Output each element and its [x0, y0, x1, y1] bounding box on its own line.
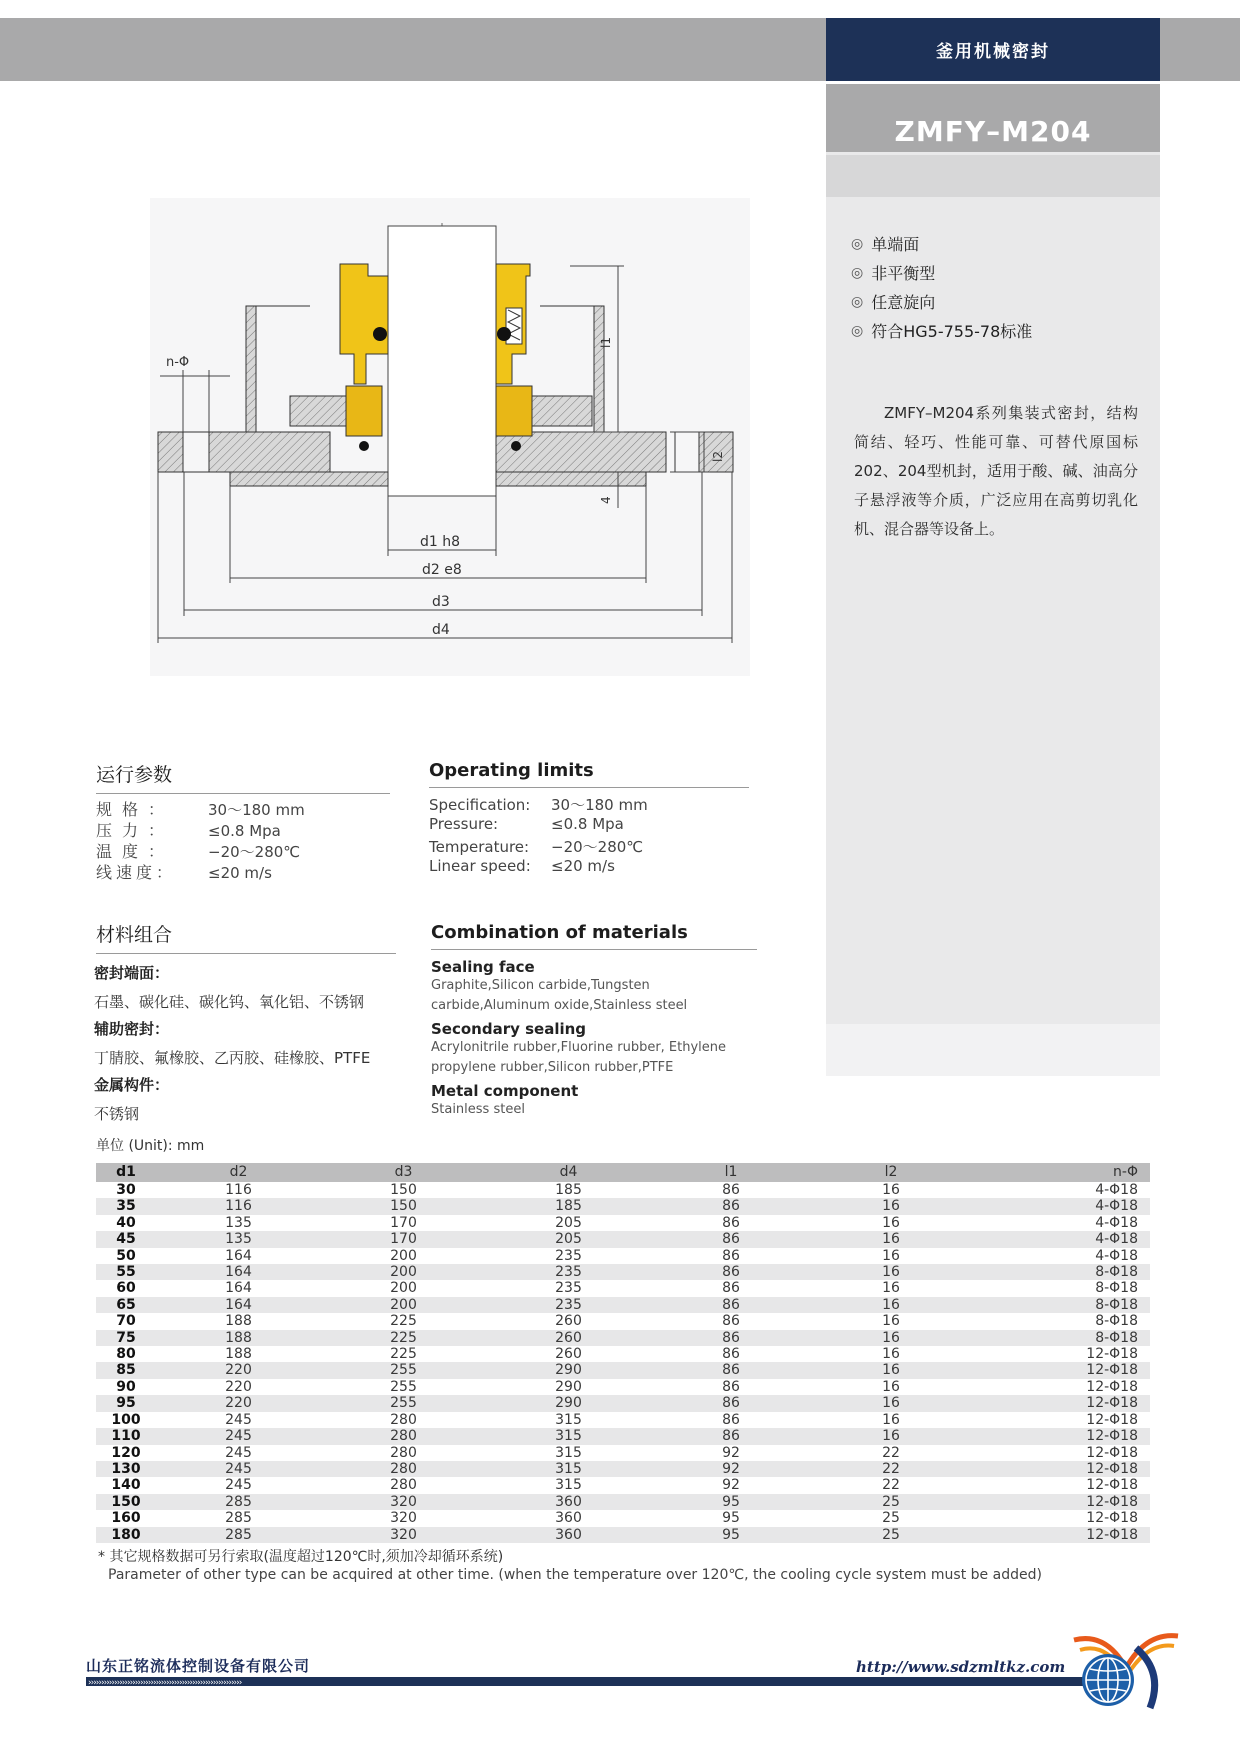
table-cell: 16	[811, 1264, 971, 1280]
table-cell: 86	[651, 1264, 811, 1280]
table-cell: 12-Φ18	[971, 1362, 1150, 1378]
table-cell: 164	[225, 1280, 252, 1297]
table-cell: 285	[156, 1494, 321, 1510]
column-header: d4	[486, 1163, 651, 1182]
material-label: 金属构件：	[94, 1076, 170, 1094]
table-row	[96, 1198, 1150, 1214]
table-cell: 30	[116, 1182, 136, 1198]
table-cell: 86	[722, 1411, 740, 1428]
table-cell: 260	[555, 1346, 582, 1363]
table-row	[96, 1527, 1150, 1543]
table-cell: 188	[225, 1313, 252, 1330]
table-row	[96, 1477, 1150, 1493]
table-cell: 225	[390, 1313, 417, 1330]
table-cell: 86	[722, 1214, 740, 1231]
table-cell: 22	[882, 1477, 900, 1494]
table-cell: 255	[321, 1362, 486, 1378]
unit-label: 单位 (Unit): mm	[96, 1138, 205, 1154]
table-cell: 12-Φ18	[1086, 1510, 1138, 1527]
table-cell: 86	[722, 1346, 740, 1363]
column-header: d3	[321, 1163, 486, 1182]
table-cell: 86	[651, 1362, 811, 1378]
table-cell: 4-Φ18	[971, 1198, 1150, 1214]
material-value: 石墨、碳化硅、碳化钨、氧化铝、不锈钢	[94, 993, 365, 1011]
table-cell: 86	[722, 1313, 740, 1330]
table-cell: 140	[111, 1477, 141, 1494]
circle-bullet-icon: ◎	[851, 323, 864, 339]
table-cell: 200	[321, 1264, 486, 1280]
table-cell: 235	[486, 1264, 651, 1280]
table-cell: 225	[321, 1330, 486, 1346]
table-cell: 220	[156, 1395, 321, 1411]
param-row-cn: 规格： 30～180 mm	[96, 800, 305, 819]
dim-label-d1: d1 h8	[420, 534, 461, 550]
table-cell: 160	[111, 1510, 141, 1527]
table-cell: 185	[486, 1198, 651, 1214]
table-cell: 86	[722, 1182, 740, 1198]
table-cell: 245	[225, 1477, 252, 1494]
table-cell: 180	[96, 1527, 156, 1543]
table-row	[96, 1362, 1150, 1378]
feature-item: ◎ 单端面	[851, 230, 1032, 259]
table-cell: 360	[555, 1510, 582, 1527]
feature-item: ◎ 符合HG5-755-78标准	[851, 317, 1032, 346]
table-cell: 285	[225, 1510, 252, 1527]
table-cell: 245	[225, 1411, 252, 1428]
param-row-en: Pressure: ≤0.8 Mpa	[429, 815, 624, 833]
table-cell: 245	[225, 1444, 252, 1461]
table-cell: 100	[111, 1411, 141, 1428]
dim-label-d4: d4	[432, 622, 450, 638]
table-row	[96, 1428, 1150, 1444]
table-cell: 55	[96, 1264, 156, 1280]
table-row	[96, 1412, 1150, 1428]
table-cell: 16	[882, 1182, 900, 1198]
table-cell: 170	[321, 1231, 486, 1247]
table-cell: 130	[96, 1461, 156, 1477]
note-cn: * 其它规格数据可另行索取(温度超过120℃时,须加冷却循环系统)	[98, 1549, 504, 1565]
table-row	[96, 1494, 1150, 1510]
table-cell: 260	[555, 1313, 582, 1330]
table-cell: 35	[96, 1198, 156, 1214]
table-row	[96, 1248, 1150, 1264]
table-cell: 86	[651, 1297, 811, 1313]
table-cell: 50	[116, 1247, 136, 1264]
material-label: 辅助密封：	[94, 1020, 170, 1038]
website-link[interactable]: http://www.sdzmltkz.com	[856, 1658, 1066, 1676]
param-row-en: Linear speed: ≤20 m/s	[429, 857, 615, 875]
dim-label-l2: l2	[711, 451, 725, 462]
company-logo-icon	[1066, 1628, 1186, 1712]
table-cell: 86	[651, 1231, 811, 1247]
table-row	[96, 1461, 1150, 1477]
column-header: l1	[651, 1163, 811, 1182]
table-cell: 12-Φ18	[1086, 1444, 1138, 1461]
seal-left-upper	[340, 264, 388, 384]
table-cell: 90	[116, 1378, 136, 1395]
table-row	[96, 1313, 1150, 1329]
table-cell: 12-Φ18	[971, 1461, 1150, 1477]
table-cell: 205	[486, 1231, 651, 1247]
table-cell: 16	[811, 1231, 971, 1247]
table-cell: 255	[321, 1395, 486, 1411]
material-value: 不锈钢	[94, 1105, 140, 1123]
materials-title-cn: 材料组合	[96, 920, 396, 954]
table-cell: 164	[156, 1297, 321, 1313]
table-cell: 188	[156, 1330, 321, 1346]
footer-rule	[86, 1677, 1086, 1686]
dim-label-l1: l1	[599, 337, 613, 348]
material-label: 密封端面：	[94, 964, 170, 982]
material-label: Sealing face	[431, 958, 535, 976]
material-value: Graphite,Silicon carbide,Tungsten carbide,Aluminum oxide,Stainless steel	[431, 978, 688, 1013]
table-row	[96, 1231, 1150, 1247]
technical-drawing	[150, 198, 750, 676]
table-cell: 315	[555, 1477, 582, 1494]
circle-bullet-icon: ◎	[851, 294, 864, 310]
table-cell: 8-Φ18	[971, 1264, 1150, 1280]
param-row-cn: 线速度： ≤20 m/s	[96, 863, 272, 882]
table-cell: 320	[321, 1527, 486, 1543]
oring-right-upper	[497, 327, 511, 341]
seal-left-face	[346, 386, 382, 436]
table-cell: 75	[96, 1330, 156, 1346]
table-cell: 164	[225, 1247, 252, 1264]
table-cell: 95	[651, 1527, 811, 1543]
feature-item: ◎ 任意旋向	[851, 288, 1032, 317]
table-cell: 95	[722, 1510, 740, 1527]
table-row	[96, 1510, 1150, 1526]
table-cell: 86	[722, 1378, 740, 1395]
param-row-cn: 温度： −20～280℃	[96, 842, 301, 861]
table-cell: 16	[882, 1411, 900, 1428]
operating-title-en: Operating limits	[429, 760, 749, 788]
material-value: 丁腈胶、氟橡胶、乙丙胶、硅橡胶、PTFE	[94, 1049, 371, 1067]
table-cell: 16	[811, 1330, 971, 1346]
table-cell: 200	[390, 1247, 417, 1264]
table-cell: 60	[116, 1280, 136, 1297]
table-cell: 205	[555, 1214, 582, 1231]
svg-text:››››››››››››››››››››››››››››››: ›››››››››››››››››››››››››››››››››››››››››››››››››››››››››››	[88, 1678, 242, 1686]
category-title: 釜用机械密封	[826, 18, 1160, 81]
oring-left-lower	[359, 441, 369, 451]
product-description: ZMFY–M204系列集装式密封，结构简结、轻巧、性能可靠、可替代原国标202、204型机封，适用于酸、碱、油高分子悬浮液等介质，广泛应用在高剪切乳化机、混合器等设备上。	[854, 404, 1138, 538]
table-cell: 12-Φ18	[971, 1494, 1150, 1510]
table-cell: 290	[555, 1378, 582, 1395]
model-subbar	[826, 155, 1160, 197]
column-header: n-Φ	[971, 1163, 1150, 1182]
model-title: ZMFY–M204	[826, 84, 1160, 152]
table-cell: 290	[486, 1362, 651, 1378]
table-cell: 16	[811, 1395, 971, 1411]
table-cell: 65	[96, 1297, 156, 1313]
table-cell: 12-Φ18	[1086, 1346, 1138, 1363]
table-cell: 220	[156, 1362, 321, 1378]
table-cell: 16	[882, 1313, 900, 1330]
table-cell: 16	[882, 1214, 900, 1231]
oring-right-lower	[511, 441, 521, 451]
table-cell: 12-Φ18	[971, 1395, 1150, 1411]
table-cell: 86	[651, 1428, 811, 1444]
table-cell: 86	[651, 1198, 811, 1214]
table-cell: 280	[321, 1428, 486, 1444]
dim-label-gap: 4	[599, 496, 613, 504]
table-cell: 280	[390, 1477, 417, 1494]
table-cell: 280	[390, 1444, 417, 1461]
table-cell: 135	[156, 1231, 321, 1247]
table-cell: 200	[321, 1297, 486, 1313]
table-cell: 164	[156, 1264, 321, 1280]
table-cell: 22	[811, 1461, 971, 1477]
table-cell: 285	[156, 1527, 321, 1543]
dim-label-n-phi: n-Φ	[166, 355, 190, 370]
table-row	[96, 1395, 1150, 1411]
table-cell: 185	[555, 1182, 582, 1198]
param-row-en: Temperature: −20～280℃	[429, 838, 644, 856]
material-label: Metal component	[431, 1082, 579, 1100]
table-cell: 25	[811, 1494, 971, 1510]
param-row-en: Specification: 30～180 mm	[429, 796, 648, 814]
table-cell: 16	[882, 1378, 900, 1395]
materials-title-en: Combination of materials	[431, 922, 757, 950]
table-cell: 12-Φ18	[971, 1428, 1150, 1444]
table-cell: 85	[96, 1362, 156, 1378]
table-cell: 360	[486, 1527, 651, 1543]
table-cell: 8-Φ18	[971, 1330, 1150, 1346]
table-row	[96, 1346, 1150, 1362]
table-cell: 150	[96, 1494, 156, 1510]
table-cell: 8-Φ18	[1095, 1280, 1138, 1297]
param-row-cn: 压力： ≤0.8 Mpa	[96, 821, 281, 840]
table-cell: 280	[321, 1461, 486, 1477]
table-cell: 150	[321, 1198, 486, 1214]
table-cell: 25	[811, 1527, 971, 1543]
materials-en	[431, 958, 761, 1124]
table-row	[96, 1445, 1150, 1461]
table-cell: 116	[225, 1182, 252, 1198]
dim-label-d3: d3	[432, 594, 450, 610]
circle-bullet-icon: ◎	[851, 265, 864, 281]
table-cell: 86	[651, 1330, 811, 1346]
column-header: l2	[811, 1163, 971, 1182]
table-cell: 40	[116, 1214, 136, 1231]
table-cell: 86	[722, 1280, 740, 1297]
table-cell: 25	[882, 1510, 900, 1527]
table-row	[96, 1330, 1150, 1346]
table-row	[96, 1379, 1150, 1395]
circle-bullet-icon: ◎	[851, 236, 864, 252]
table-cell: 4-Φ18	[1095, 1214, 1138, 1231]
dim-label-d2: d2 e8	[422, 562, 462, 578]
table-cell: 260	[486, 1330, 651, 1346]
table-row	[96, 1182, 1150, 1198]
side-panel-footer	[826, 1024, 1160, 1076]
table-cell: 12-Φ18	[1086, 1378, 1138, 1395]
table-cell: 16	[811, 1198, 971, 1214]
table-cell: 16	[811, 1428, 971, 1444]
table-cell: 225	[390, 1346, 417, 1363]
table-cell: 16	[811, 1362, 971, 1378]
dimensions-table	[96, 1163, 1150, 1543]
table-cell: 12-Φ18	[1086, 1411, 1138, 1428]
table-cell: 80	[116, 1346, 136, 1363]
table-cell: 120	[111, 1444, 141, 1461]
table-cell: 70	[116, 1313, 136, 1330]
table-cell: 235	[555, 1247, 582, 1264]
table-cell: 200	[390, 1280, 417, 1297]
table-cell: 320	[321, 1494, 486, 1510]
oring-left-upper	[373, 327, 387, 341]
table-cell: 16	[882, 1346, 900, 1363]
table-cell: 255	[390, 1378, 417, 1395]
table-cell: 95	[651, 1494, 811, 1510]
material-value: Stainless steel	[431, 1102, 525, 1117]
table-cell: 290	[486, 1395, 651, 1411]
materials-cn	[94, 956, 414, 1128]
table-cell: 92	[722, 1444, 740, 1461]
table-cell: 315	[486, 1428, 651, 1444]
table-cell: 116	[156, 1198, 321, 1214]
table-cell: 150	[390, 1182, 417, 1198]
table-row	[96, 1280, 1150, 1296]
company-name: 山东正铭流体控制设备有限公司	[86, 1657, 311, 1675]
table-cell: 4-Φ18	[971, 1231, 1150, 1247]
table-row	[96, 1215, 1150, 1231]
table-cell: 4-Φ18	[1095, 1247, 1138, 1264]
table-cell: 235	[486, 1297, 651, 1313]
table-cell: 86	[651, 1395, 811, 1411]
column-header: d2	[156, 1163, 321, 1182]
table-cell: 16	[811, 1297, 971, 1313]
table-cell: 16	[882, 1280, 900, 1297]
table-cell: 110	[96, 1428, 156, 1444]
table-cell: 315	[486, 1461, 651, 1477]
table-cell: 92	[651, 1461, 811, 1477]
table-cell: 320	[390, 1510, 417, 1527]
table-row	[96, 1297, 1150, 1313]
material-value: Acrylonitrile rubber,Fluorine rubber, Ethylene propylene rubber,Silicon rubber,PTFE	[431, 1040, 727, 1075]
table-cell: 220	[225, 1378, 252, 1395]
table-cell: 170	[390, 1214, 417, 1231]
table-cell: 16	[882, 1247, 900, 1264]
material-label: Secondary sealing	[431, 1020, 587, 1038]
table-cell: 135	[225, 1214, 252, 1231]
feature-list	[851, 230, 1032, 346]
table-cell: 95	[96, 1395, 156, 1411]
table-cell: 45	[96, 1231, 156, 1247]
table-cell: 8-Φ18	[1095, 1313, 1138, 1330]
table-cell: 315	[555, 1411, 582, 1428]
feature-item: ◎ 非平衡型	[851, 259, 1032, 288]
table-cell: 86	[722, 1247, 740, 1264]
table-cell: 188	[225, 1346, 252, 1363]
table-body	[96, 1182, 1150, 1543]
table-cell: 235	[555, 1280, 582, 1297]
table-cell: 8-Φ18	[971, 1297, 1150, 1313]
table-cell: 315	[555, 1444, 582, 1461]
table-cell: 12-Φ18	[1086, 1477, 1138, 1494]
table-cell: 4-Φ18	[1095, 1182, 1138, 1198]
table-cell: 360	[486, 1494, 651, 1510]
table-cell: 12-Φ18	[971, 1527, 1150, 1543]
table-header-row	[96, 1163, 1150, 1182]
table-cell: 245	[156, 1461, 321, 1477]
table-cell: 245	[156, 1428, 321, 1444]
table-cell: 22	[882, 1444, 900, 1461]
table-cell: 92	[722, 1477, 740, 1494]
table-row	[96, 1264, 1150, 1280]
column-header: d1	[96, 1163, 156, 1182]
note-en: Parameter of other type can be acquired at other time. (when the temperature over 120℃, the cooling cycle system must be added)	[108, 1567, 1042, 1583]
operating-title-cn: 运行参数	[96, 760, 390, 794]
table-cell: 280	[390, 1411, 417, 1428]
seal-right-face	[496, 386, 532, 436]
